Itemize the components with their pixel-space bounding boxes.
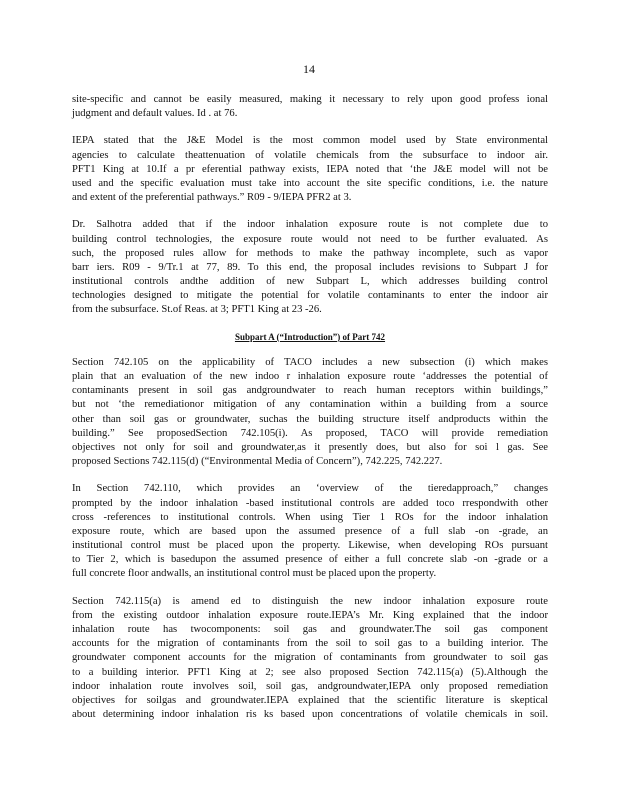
- text-line: objectives for soilgas and groundwater.IEPA explained that the scientific literature is skeptical: [72, 694, 548, 706]
- text-line: such, the proposed rules allow for methods to make the pathway incomplete, such as vapor: [72, 247, 548, 259]
- text-line: institutional controls andthe addition of new Subpart L, which addresses building control: [72, 276, 548, 288]
- text-line: building.” See proposedSection 742.105(i). As proposed, TACO will provide remediation: [72, 427, 548, 439]
- text-line: to a building interior. PFT1 King at 2; see also proposed Section 742.115(a) (5).Although the: [72, 666, 548, 678]
- text-line: accounts for the migration of contaminants from the soil to soil gas to a building interior. The: [72, 638, 548, 650]
- text-line: building control technologies, the exposure route would not need to be further evaluated. As: [72, 233, 548, 245]
- text-line: contaminants present in soil gas andgroundwater to reach human receptors within buildings,”: [72, 385, 548, 397]
- text-line: institutional control must be placed upon the property. Likewise, when developing ROs pursuant: [72, 540, 548, 552]
- text-line: proposed Sections 742.115(d) (“Environmental Media of Concern”), 742.225, 742.227.: [72, 456, 443, 468]
- text-line: plain that an evaluation of the new indoo r inhalation exposure route ‘addresses the potential of: [72, 371, 548, 383]
- text-line: full concrete floor andwalls, an institutional control must be placed upon the property.: [72, 568, 437, 580]
- text-line: and extent of the preferential pathways.” R09 - 9/IEPA PFR2 at 3.: [72, 192, 352, 204]
- text-line: site-specific and cannot be easily measured, making it necessary to rely upon good profess ional: [72, 94, 548, 105]
- text-line: barr iers. R09 - 9/Tr.1 at 77, 89. To this end, the proposal includes revisions to Subpart J for: [72, 261, 548, 273]
- paragraph-2: [72, 134, 548, 205]
- paragraph-6: [72, 595, 548, 723]
- text-line: about determining indoor inhalation ris ks based upon concentrations of volatile chemicals in soil.: [72, 709, 548, 721]
- text-line: used and the specific evaluation must take into account the site specific conditions, i.e. the nature: [72, 177, 548, 189]
- text-line: other than soil gas or groundwater, suchas the building structure itself andproducts within the: [72, 413, 548, 425]
- text-line: Section 742.105 on the applicability of TACO includes a new subsection (i) which makes: [72, 356, 548, 368]
- text-line: IEPA stated that the J&E Model is the most common model used by State environmental: [72, 135, 548, 147]
- paragraph-5: [72, 482, 548, 581]
- text-line: cross -references to institutional controls. When using Tier 1 ROs for the indoor inhalation: [72, 511, 548, 523]
- paragraph-3: [72, 218, 548, 317]
- text-line: Section 742.115(a) is amend ed to distinguish the new indoor inhalation exposure route: [72, 595, 548, 607]
- text-line: to Tier 2, which is basedupon the assumed presence of either a full concrete slab -on -grade or a: [72, 554, 548, 566]
- text-line: inhalation route has twocomponents: soil gas and groundwater.The soil gas component: [72, 624, 548, 636]
- section-heading: Subpart A (“Introduction”) of Part 742: [234, 331, 386, 342]
- paragraph-4: [72, 356, 548, 470]
- text-line: from the subsurface. St.of Reas. at 3; PFT1 King at 23 -26.: [72, 304, 322, 316]
- text-line: exposure route, which are based upon the assumed presence of a full slab -on -grade, an: [72, 525, 548, 537]
- text-line: objectives not only for soil and groundwater,as it presently does, but also for soi l gas. See: [72, 441, 548, 453]
- paragraph-1: [72, 93, 548, 121]
- text-line: agencies to calculate theattenuation of volatile chemicals from the subsurface to indoor air.: [72, 149, 548, 161]
- page-number: 14: [303, 62, 315, 76]
- text-line: technologies designed to mitigate the potential for volatile contaminants to enter the indoor air: [72, 290, 548, 302]
- text-line: In Section 742.110, which provides an ‘overview of the tieredapproach,” changes: [72, 483, 548, 495]
- text-line: groundwater component accounts for the migration of contaminants from groundwater to soil gas: [72, 652, 548, 664]
- text-line: but not ‘the remediationor mitigation of any contamination within a building from a source: [72, 399, 548, 411]
- text-line: PFT1 King at 10.If a pr eferential pathway exists, IEPA noted that ‘the J&E model will not be: [72, 163, 548, 175]
- text-line: from the existing outdoor inhalation exposure route.IEPA’s Mr. King explained that the indoor: [72, 609, 548, 621]
- text-line: judgment and default values. Id . at 76.: [72, 108, 238, 120]
- text-line: prompted by the indoor inhalation -based institutional controls are added toco rrespondwith other: [72, 497, 548, 509]
- text-line: indoor inhalation route involves soil, soil gas, andgroundwater,IEPA only proposed remediation: [72, 680, 548, 692]
- text-line: Dr. Salhotra added that if the indoor inhalation exposure route is not complete due to: [72, 219, 548, 231]
- document-body: [72, 93, 548, 722]
